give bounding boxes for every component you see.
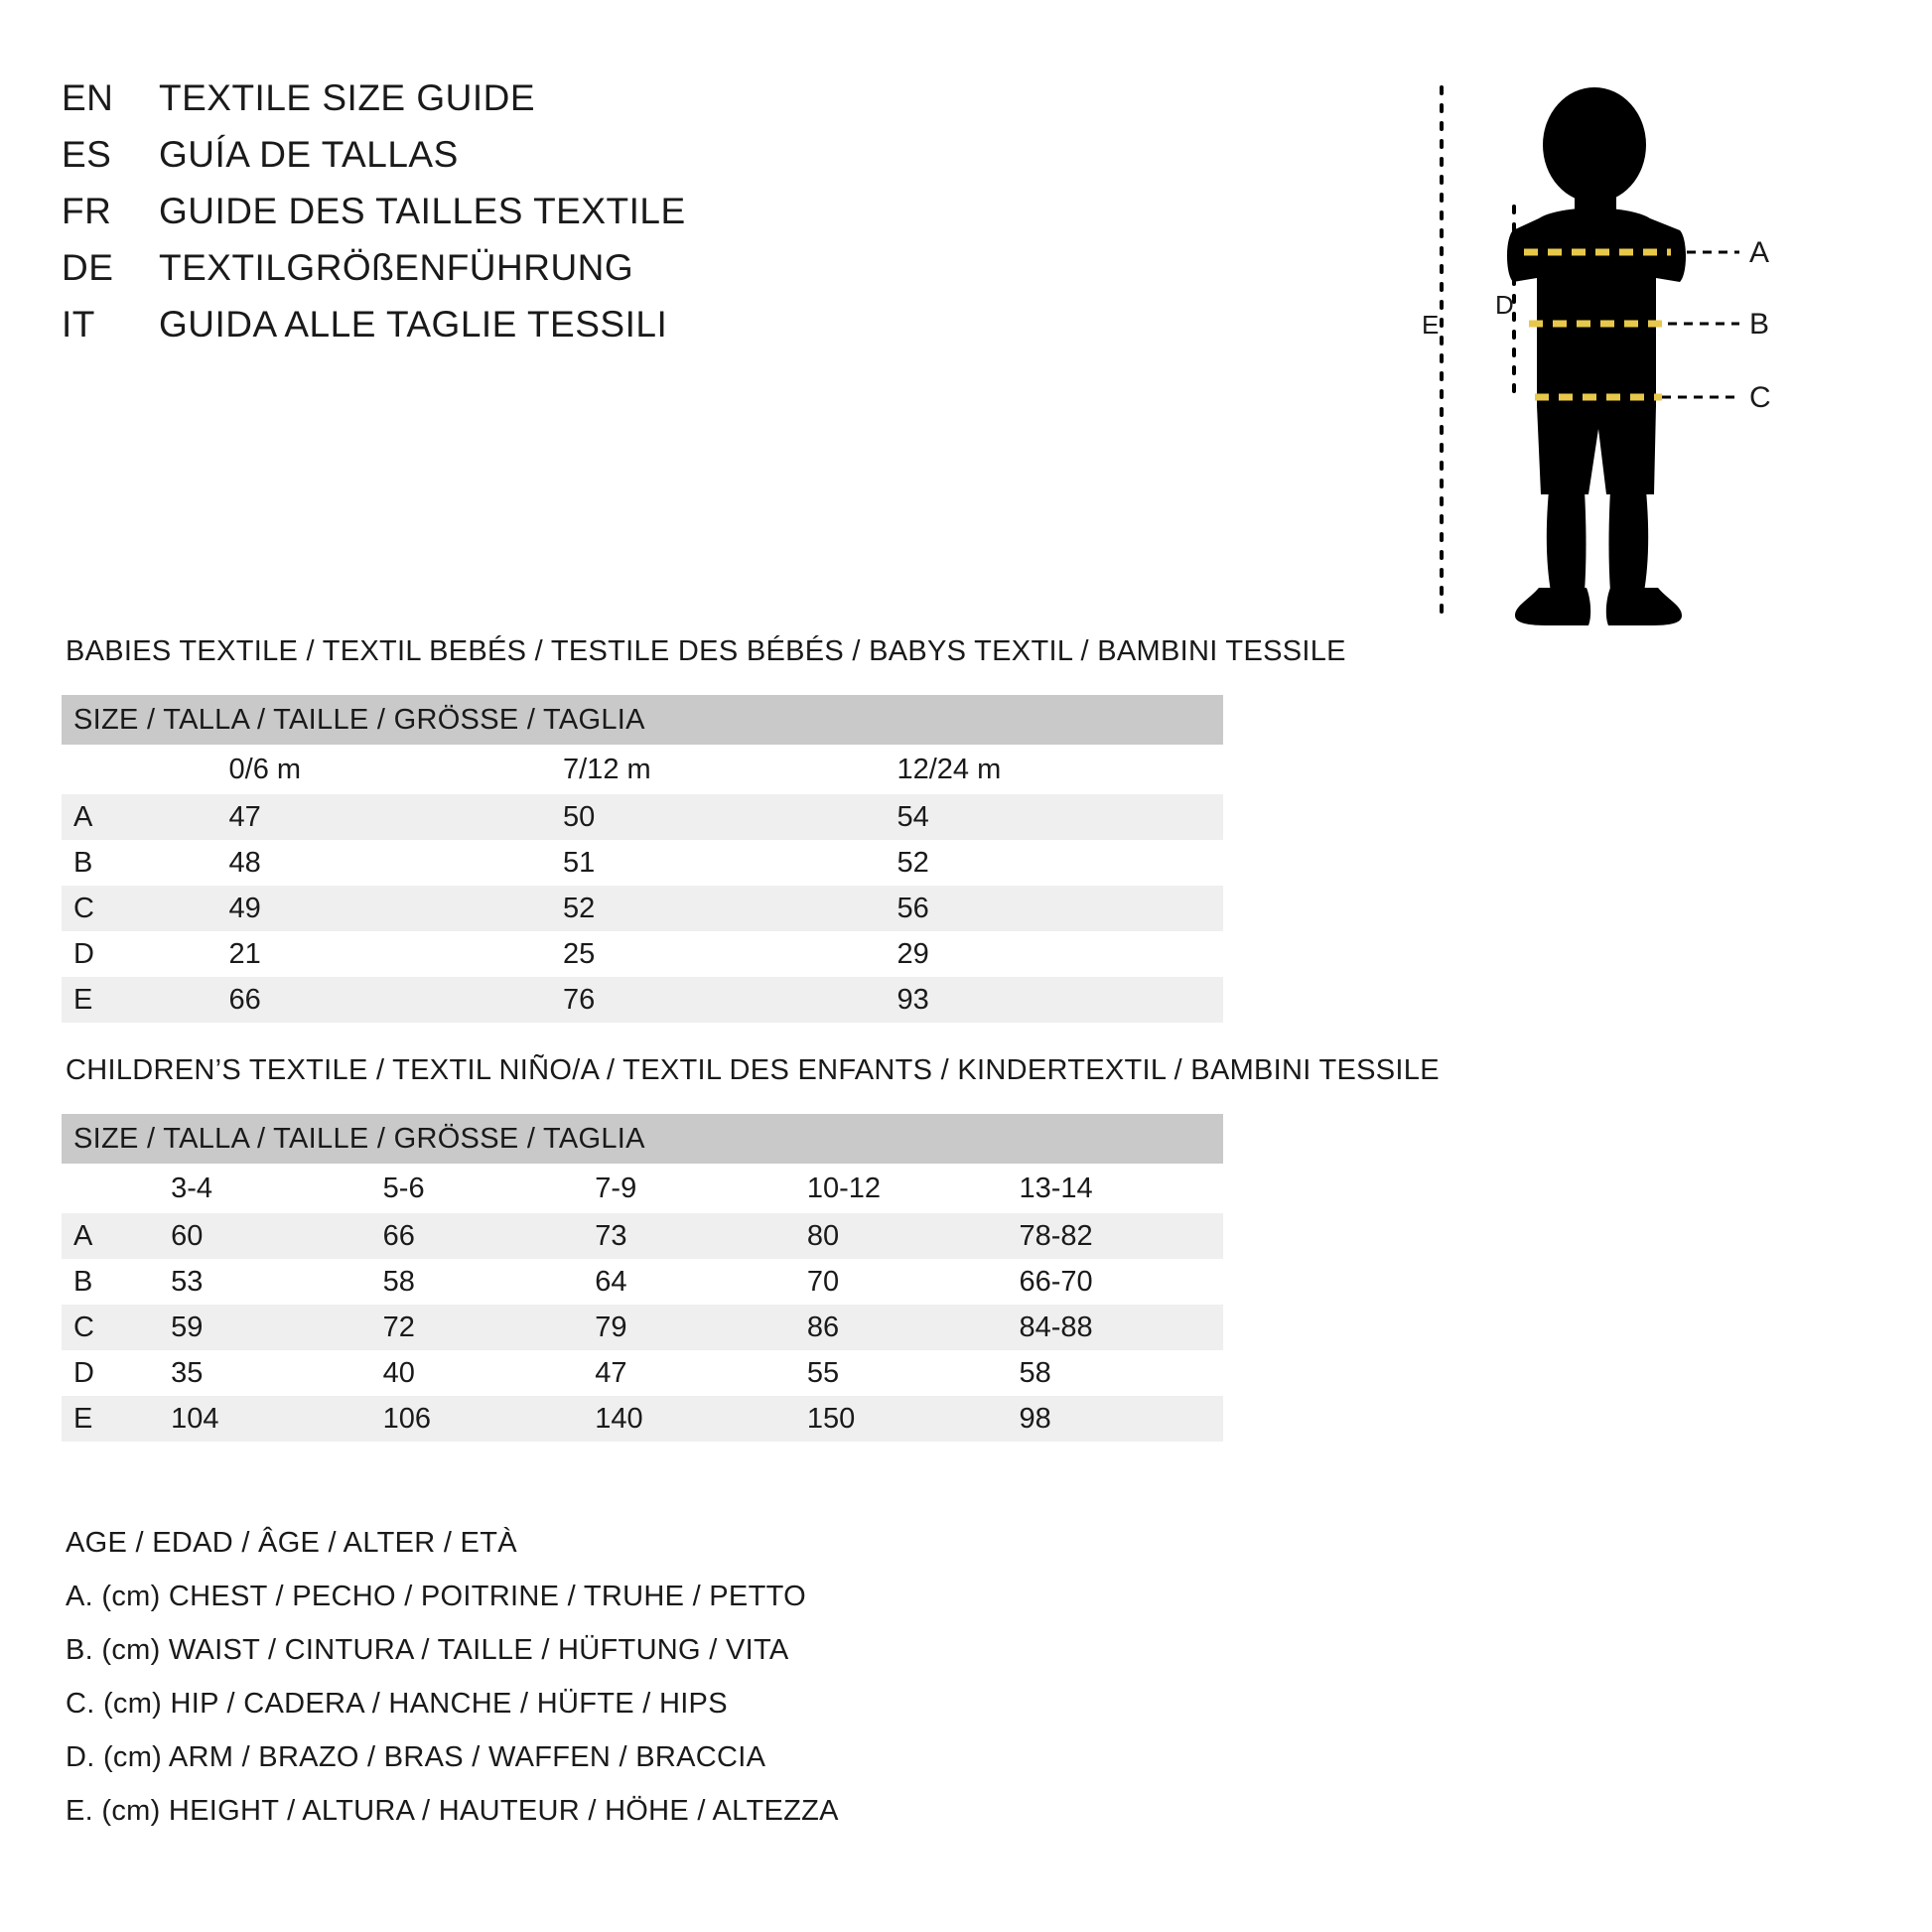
cell-value: 35 [163, 1350, 375, 1396]
row-label: D [62, 931, 221, 977]
figure-marker-d: D [1495, 290, 1514, 320]
legend-item-d: D. (cm) ARM / BRAZO / BRAS / WAFFEN / BRACCIA [66, 1741, 766, 1773]
cell-value: 59 [163, 1305, 375, 1350]
language-row [62, 134, 1104, 191]
legend-item-e: E. (cm) HEIGHT / ALTURA / HAUTEUR / HÖHE / ALTEZZA [66, 1795, 839, 1827]
table-row [62, 1259, 1223, 1305]
figure-marker-c: C [1749, 381, 1771, 414]
table-head-band [62, 1114, 1223, 1164]
cell-value: 78-82 [1012, 1213, 1224, 1259]
row-label: E [62, 977, 221, 1023]
cell-value: 72 [375, 1305, 588, 1350]
legend-title: AGE / EDAD / ÂGE / ALTER / ETÀ [66, 1527, 517, 1559]
table-row [62, 794, 1223, 840]
cell-value: 56 [889, 886, 1223, 931]
figure-marker-a: A [1749, 236, 1770, 269]
language-row [62, 77, 1104, 134]
cell-value: 64 [587, 1259, 799, 1305]
babies-section-caption: BABIES TEXTILE / TEXTIL BEBÉS / TESTILE DES BÉBÉS / BABYS TEXTIL / BAMBINI TESSILE [66, 635, 1346, 667]
cell-value: 66 [221, 977, 555, 1023]
cell-value: 54 [889, 794, 1223, 840]
table-row [62, 977, 1223, 1023]
babies-size-table [62, 695, 1223, 1023]
cell-value: 150 [799, 1396, 1012, 1442]
cell-value: 104 [163, 1396, 375, 1442]
cell-value: 60 [163, 1213, 375, 1259]
figure-marker-b: B [1749, 308, 1770, 341]
cell-value: 52 [555, 886, 889, 931]
row-label: D [62, 1350, 163, 1396]
corner-cell [62, 1164, 163, 1213]
language-code: DE [62, 247, 114, 288]
table-row [62, 1213, 1223, 1259]
column-header: 7/12 m [555, 745, 889, 794]
language-title: TEXTILGRÖßENFÜHRUNG [159, 247, 634, 288]
language-code: EN [62, 77, 114, 118]
column-header: 10-12 [799, 1164, 1012, 1213]
language-title: GUIDA ALLE TAGLIE TESSILI [159, 304, 668, 345]
cell-value: 25 [555, 931, 889, 977]
table-row [62, 840, 1223, 886]
cell-value: 84-88 [1012, 1305, 1224, 1350]
children-band-label: SIZE / TALLA / TAILLE / GRÖSSE / TAGLIA [62, 1114, 1223, 1164]
cell-value: 58 [375, 1259, 588, 1305]
figure-marker-e: E [1422, 310, 1440, 340]
table-row [62, 1396, 1223, 1442]
cell-value: 53 [163, 1259, 375, 1305]
babies-band-label: SIZE / TALLA / TAILLE / GRÖSSE / TAGLIA [62, 695, 1223, 745]
children-section-caption: CHILDREN’S TEXTILE / TEXTIL NIÑO/A / TEXTIL DES ENFANTS / KINDERTEXTIL / BAMBINI TESSILE [66, 1054, 1440, 1086]
cell-value: 58 [1012, 1350, 1224, 1396]
column-header: 7-9 [587, 1164, 799, 1213]
cell-value: 29 [889, 931, 1223, 977]
children-columns-row [62, 1164, 1223, 1213]
table-row [62, 1350, 1223, 1396]
language-row [62, 304, 1104, 360]
language-title: GUIDE DES TAILLES TEXTILE [159, 191, 686, 231]
row-label: C [62, 886, 221, 931]
cell-value: 50 [555, 794, 889, 840]
cell-value: 47 [221, 794, 555, 840]
table-head-band [62, 695, 1223, 745]
cell-value: 86 [799, 1305, 1012, 1350]
cell-value: 52 [889, 840, 1223, 886]
cell-value: 140 [587, 1396, 799, 1442]
column-header: 0/6 m [221, 745, 555, 794]
table-row [62, 931, 1223, 977]
cell-value: 66 [375, 1213, 588, 1259]
language-row [62, 247, 1104, 304]
cell-value: 51 [555, 840, 889, 886]
children-size-table [62, 1114, 1223, 1442]
cell-value: 47 [587, 1350, 799, 1396]
language-code: ES [62, 134, 112, 175]
language-title: TEXTILE SIZE GUIDE [159, 77, 536, 118]
cell-value: 21 [221, 931, 555, 977]
legend-item-b: B. (cm) WAIST / CINTURA / TAILLE / HÜFTUNG / VITA [66, 1634, 789, 1666]
column-header: 13-14 [1012, 1164, 1224, 1213]
cell-value: 66-70 [1012, 1259, 1224, 1305]
cell-value: 49 [221, 886, 555, 931]
row-label: E [62, 1396, 163, 1442]
row-label: C [62, 1305, 163, 1350]
cell-value: 93 [889, 977, 1223, 1023]
row-label: A [62, 794, 221, 840]
table-row [62, 1305, 1223, 1350]
measurement-legend [66, 1527, 1257, 1849]
cell-value: 55 [799, 1350, 1012, 1396]
row-label: B [62, 840, 221, 886]
language-row [62, 191, 1104, 247]
cell-value: 106 [375, 1396, 588, 1442]
language-title: GUÍA DE TALLAS [159, 134, 459, 175]
measurement-figure [1390, 79, 1886, 645]
row-label: A [62, 1213, 163, 1259]
cell-value: 79 [587, 1305, 799, 1350]
cell-value: 48 [221, 840, 555, 886]
language-code: FR [62, 191, 112, 231]
language-code: IT [62, 304, 95, 345]
cell-value: 98 [1012, 1396, 1224, 1442]
legend-item-a: A. (cm) CHEST / PECHO / POITRINE / TRUHE / PETTO [66, 1581, 806, 1612]
row-label: B [62, 1259, 163, 1305]
corner-cell [62, 745, 221, 794]
cell-value: 40 [375, 1350, 588, 1396]
cell-value: 73 [587, 1213, 799, 1259]
language-title-block [62, 77, 1104, 360]
cell-value: 76 [555, 977, 889, 1023]
babies-columns-row [62, 745, 1223, 794]
column-header: 3-4 [163, 1164, 375, 1213]
column-header: 12/24 m [889, 745, 1223, 794]
column-header: 5-6 [375, 1164, 588, 1213]
cell-value: 80 [799, 1213, 1012, 1259]
legend-item-c: C. (cm) HIP / CADERA / HANCHE / HÜFTE / HIPS [66, 1688, 728, 1720]
table-row [62, 886, 1223, 931]
cell-value: 70 [799, 1259, 1012, 1305]
